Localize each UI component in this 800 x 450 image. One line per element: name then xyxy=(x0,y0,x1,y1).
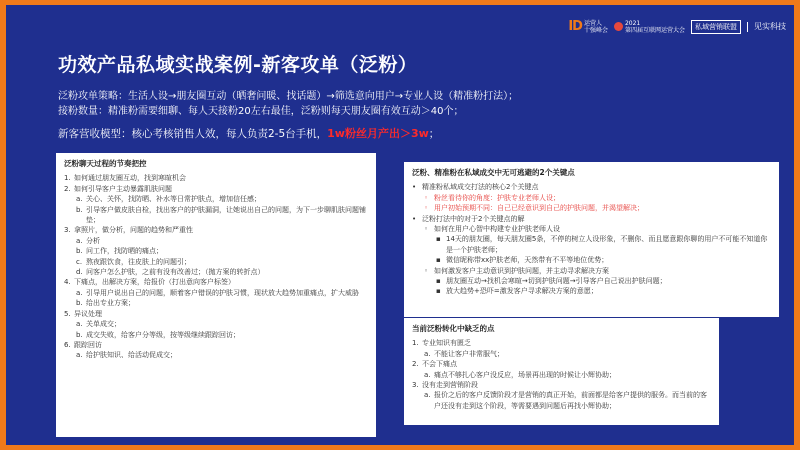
list-marker: a. xyxy=(424,391,431,400)
list-item-text: 微信昵称带xx护肤老师，天然带有不平等地位优势； xyxy=(446,256,609,265)
list-marker: a. xyxy=(76,351,83,360)
list-marker: 2. xyxy=(412,360,419,369)
list-item xyxy=(412,380,711,390)
list-item xyxy=(64,194,368,204)
list-item-text: 如何在用户心智中构建专业护肤老师人设 xyxy=(434,225,560,234)
list-item xyxy=(412,266,771,276)
intro-text xyxy=(58,89,778,119)
conference-2021-logo xyxy=(614,20,685,34)
list-item-text: 熬夜跟饮食，往皮肤上的问题引； xyxy=(86,257,191,266)
key-points-title: 泛粉、精准粉在私域成交中无可逃避的2个关键点 xyxy=(412,168,575,177)
list-item xyxy=(64,173,368,183)
gaps-title: 当前泛粉转化中缺乏的点 xyxy=(412,324,495,333)
list-marker: b. xyxy=(76,247,83,256)
list-item xyxy=(64,236,368,246)
gaps-card xyxy=(404,318,719,425)
chat-rhythm-card xyxy=(56,153,376,437)
list-item xyxy=(412,286,771,296)
list-item xyxy=(64,330,368,340)
list-marker: d. xyxy=(76,268,83,277)
list-item-text: 如何激发客户主动意识到护肤问题，并主动寻求解决方案 xyxy=(434,266,609,275)
list-item-text: 引导客户做皮肤自检，找出客户的护肤漏洞，让她说出自己的问题，为下一步聊肌肤问题铺垫； xyxy=(86,205,366,225)
revenue-model-suffix: ； xyxy=(428,128,440,140)
list-marker: b. xyxy=(76,330,83,339)
list-item-text: 跟踪回访 xyxy=(74,340,102,349)
list-item xyxy=(64,309,368,319)
list-item xyxy=(412,182,771,192)
list-item-text: 精准粉私域成交打法的核心2个关键点 xyxy=(422,183,539,192)
list-item-text: 关心、关怀，找防晒、补水等日常护肤点，增加信任感； xyxy=(86,195,261,204)
list-item-text: 没有走到营销阶段 xyxy=(422,381,478,390)
list-item xyxy=(412,370,711,380)
list-marker: ◦ xyxy=(424,193,429,202)
list-marker: 3. xyxy=(64,226,71,235)
list-marker: 6. xyxy=(64,340,71,349)
list-marker: b. xyxy=(76,205,83,214)
list-marker: a. xyxy=(424,349,431,358)
logo-divider xyxy=(747,22,748,32)
list-item xyxy=(412,255,771,265)
list-item-text: 问工作，找防晒的痛点； xyxy=(86,247,163,256)
list-item-text: 问客户怎么护肤，之前有没有改善过；（抛方案的转折点） xyxy=(86,268,265,277)
list-marker: a. xyxy=(76,288,83,297)
list-item xyxy=(64,288,368,298)
list-item xyxy=(64,319,368,329)
list-item-text: 不能让客户非常服气； xyxy=(434,349,504,358)
list-marker: 4. xyxy=(64,278,71,287)
list-item xyxy=(412,359,711,369)
key-points-card xyxy=(404,162,779,317)
list-item xyxy=(64,246,368,256)
list-item-text: 成交失败，给客户分等级，按等级继续跟踪回访； xyxy=(86,330,240,339)
intro-line-1: 泛粉攻单策略：生活人设→朋友圈互动（晒奢问暖、找话题）→筛选意向用户→专业人设（精准粉打法）； xyxy=(58,91,519,102)
list-item-text: 拿照片，做分析，问题的趋势和严重性 xyxy=(74,226,193,235)
list-item-text: 关单成交； xyxy=(86,320,121,329)
list-marker: 5. xyxy=(64,309,71,318)
list-item xyxy=(64,184,368,194)
list-marker: • xyxy=(412,214,417,223)
list-marker: • xyxy=(412,183,417,192)
revenue-model-prefix: 新客营收模型：核心考核销售人效，每人负责2-5台手机， xyxy=(58,128,328,140)
list-item-text: 朋友圈互动→找机会寒暄→切到护肤问题→引导客户自己说出护肤问题； xyxy=(446,277,667,286)
list-marker: ▪ xyxy=(436,256,441,265)
list-item xyxy=(412,214,771,224)
conference-dot-icon xyxy=(614,22,623,31)
list-marker: ▪ xyxy=(436,287,441,296)
slide-title: 功效产品私域实战案例-新客攻单（泛粉） xyxy=(58,54,418,76)
list-item-text: 下痛点，出解决方案，给报价（打出意向客户标签） xyxy=(74,278,235,287)
slide xyxy=(6,5,794,445)
list-item-text: 专业知识有匮乏 xyxy=(422,339,471,348)
list-item xyxy=(64,298,368,308)
list-item-text: 异议处理 xyxy=(74,309,102,318)
list-item xyxy=(412,224,771,234)
list-marker: ◦ xyxy=(424,225,429,234)
list-item xyxy=(64,277,368,287)
list-marker: c. xyxy=(76,257,83,266)
revenue-model xyxy=(58,127,439,141)
list-item xyxy=(412,276,771,286)
list-item-text: 报价之后的客户反馈阶段才是营销的真正开始，前面都是给客户提供的服务。而当前的客户还没有走到这个阶段，等需要遇到问题后再找小辉协助； xyxy=(434,391,707,410)
list-marker: a. xyxy=(76,320,83,329)
list-marker: ▪ xyxy=(436,277,441,286)
list-marker: 1. xyxy=(412,339,419,348)
list-item-text: 给护肤知识、给活动促成交； xyxy=(86,351,177,360)
list-marker: 1. xyxy=(64,174,71,183)
list-item xyxy=(64,350,368,360)
list-item-text: 给出专业方案； xyxy=(86,299,135,308)
list-marker: ◦ xyxy=(424,204,429,213)
list-item-text: 粉丝看待你的角度：护肤专业老师人设； xyxy=(434,193,560,202)
id-text-1: 运营人 xyxy=(583,19,602,27)
key-points-list xyxy=(412,182,771,296)
list-item-text: 如何引导客户主动暴露肌肤问题 xyxy=(74,184,172,193)
gaps-list xyxy=(412,338,711,411)
list-item-text: 放大趋势+恐吓=激发客户寻求解决方案的意愿； xyxy=(446,287,598,296)
list-marker: a. xyxy=(76,236,83,245)
list-marker: b. xyxy=(76,299,83,308)
list-marker: 2. xyxy=(64,184,71,193)
list-item-text: 泛粉打法中的对于2个关键点的解 xyxy=(422,214,525,223)
chat-rhythm-list xyxy=(64,173,368,360)
list-item-text: 痛点不够扎心客户没反应，场景再出现的时候让小辉协助； xyxy=(434,370,616,379)
list-marker: a. xyxy=(424,370,431,379)
id-summit-logo xyxy=(568,19,608,34)
alliance-logo: 私域营销联盟 xyxy=(691,20,741,34)
list-item xyxy=(64,340,368,350)
list-item xyxy=(64,257,368,267)
list-item-text: 14天的朋友圈，每天朋友圈5条，不停的树立人设形象，不删你、而且愿意跟你聊的用户不可能不知道你是一个护肤老师； xyxy=(446,235,768,254)
list-item xyxy=(64,225,368,235)
list-item xyxy=(412,234,771,255)
intro-line-2: 接粉数量：精准粉需要细聊、每人天接粉20左右最佳，泛粉则每天朋友圈有效互动＞40个； xyxy=(58,106,464,117)
id-text-2: 十强峰会 xyxy=(583,26,608,34)
chat-rhythm-title: 泛粉聊天过程的节奏把控 xyxy=(64,159,147,168)
header-logos xyxy=(568,19,786,34)
list-marker: ▪ xyxy=(436,235,441,244)
list-marker: ◦ xyxy=(424,266,429,275)
list-item-text: 如何通过朋友圈互动，找到寒暄机会 xyxy=(74,174,186,183)
list-item xyxy=(64,267,368,277)
list-item xyxy=(412,338,711,348)
list-item-text: 分析 xyxy=(86,236,100,245)
list-item-text: 不会下痛点 xyxy=(422,360,457,369)
list-item xyxy=(412,390,711,411)
jianshi-logo: 见实科技 xyxy=(754,22,786,31)
conference-year: 2021 xyxy=(624,19,641,27)
list-marker: 3. xyxy=(412,381,419,390)
id-mark: ID xyxy=(568,19,582,34)
list-item-text: 引导用户说出自己的问题，顺着客户错误的护肤习惯，现状放大趋势加重痛点，扩大威胁 xyxy=(86,288,359,297)
list-item xyxy=(412,349,711,359)
list-item xyxy=(412,193,771,203)
list-item xyxy=(412,203,771,213)
list-item xyxy=(64,205,368,226)
list-marker: a. xyxy=(76,195,83,204)
revenue-model-highlight: 1w粉丝月产出＞3w xyxy=(327,127,429,140)
list-item-text: 用户初始预期不同：自己已经意识到自己的护肤问题，并渴望解决； xyxy=(434,204,644,213)
conference-name: 第四届互联网运营大会 xyxy=(624,26,685,34)
